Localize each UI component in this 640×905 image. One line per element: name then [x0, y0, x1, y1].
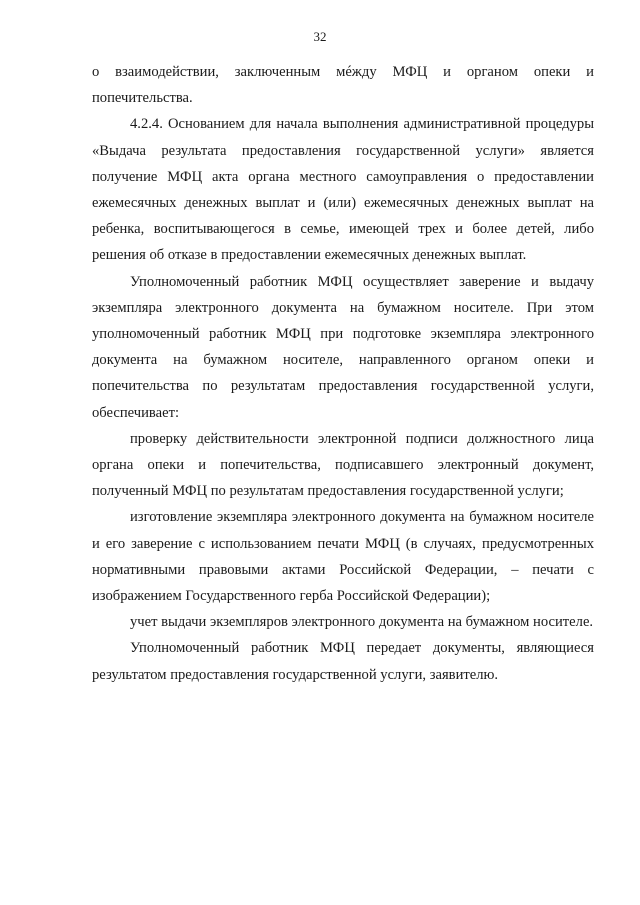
list-item-signature-check: проверку действительности электронной подписи должностного лица органа опеки и попечительства, подписавшего электронный документ, полученный МФЦ по результатам предоставления государственной услуги;: [92, 430, 594, 500]
document-body: [92, 59, 594, 688]
paragraph-4-2-4: 4.2.4. Основанием для начала выполнения административной процедуры «Выдача результата предоставления государственной услуги» является получение МФЦ акта органа местного самоуправления о предоставлении ежемесячных денежных выплат и (или) ежемесячных денежных выплат на ребенка, воспитывающегося в семье, имеющей трех и более детей, либо решения об отказе в предоставлении ежемесячных денежных выплат.: [92, 116, 594, 264]
paragraph-documents-transfer: Уполномоченный работник МФЦ передает документы, являющиеся результатом предоставления государственной услуги, заявителю.: [92, 640, 594, 683]
list-item-paper-copy: изготовление экземпляра электронного документа на бумажном носителе и его заверение с использованием печати МФЦ (в случаях, предусмотренных нормативными правовыми актами Российской Федерации, – печати с изображением Государственного герба Российской Федерации);: [92, 509, 594, 605]
paragraph-continuation: о взаимодействии, заключенным мéжду МФЦ и органом опеки и попечительства.: [92, 64, 594, 107]
page-number: 32: [313, 29, 327, 44]
list-item-issue-accounting: учет выдачи экземпляров электронного документа на бумажном носителе.: [130, 614, 594, 631]
paragraph-authorized-worker-certifies: Уполномоченный работник МФЦ осуществляет заверение и выдачу экземпляра электронного документа на бумажном носителе. При этом уполномоченный работник МФЦ при подготовке экземпляра электронного документа на бумажном носителе, направленного органом опеки и попечительства по результатам предоставления государственной услуги, обеспечивает:: [92, 273, 594, 421]
